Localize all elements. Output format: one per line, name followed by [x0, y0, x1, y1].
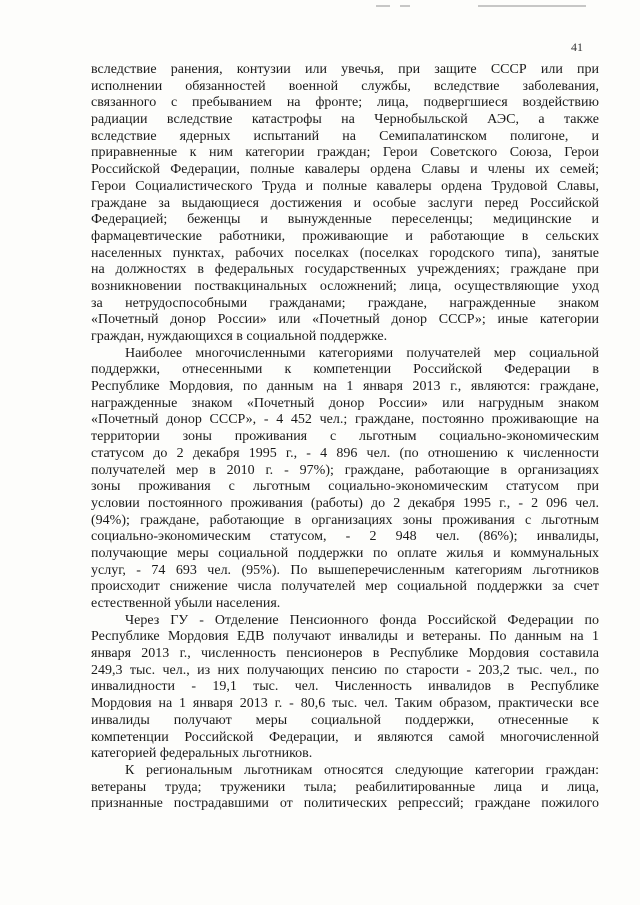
- text-line: получающие меры социальной поддержки по оплате жилья и коммунальных: [91, 545, 599, 561]
- text-line: граждане за выдающиеся достижения и особые заслуги перед Российской: [91, 195, 599, 211]
- text-line: связанного с пребыванием на фронте; лица, подвергшиеся воздействию: [91, 95, 599, 111]
- text-line: награжденные знаком «Почетный донор России» или нагрудным знаком: [91, 395, 599, 411]
- text-line: ветераны труда; труженики тыла; реабилитированные лица и лица,: [91, 779, 599, 795]
- text-line: получателей мер в 2010 г. - 97%); граждане, работающие в организациях: [91, 462, 599, 478]
- text-line: условии постоянного проживания (работы) до 2 декабря 1995 г., - 2 096 чел.: [91, 495, 599, 511]
- text-line: «Почетный донор СССР», - 4 452 чел.; граждане, постоянно проживающие на: [91, 412, 599, 428]
- text-line: Федерацией; беженцы и вынужденные переселенцы; медицинские и: [91, 212, 599, 228]
- text-line: 249,3 тыс. чел., из них получающих пенсию по старости - 203,2 тыс. чел., по: [91, 662, 599, 678]
- text-line: радиации вследствие катастрофы на Чернобыльской АЭС, а также: [91, 112, 599, 128]
- scan-artifact: [376, 5, 390, 7]
- scan-artifact: [478, 5, 586, 7]
- text-line: компетенции Российской Федерации, и являются самой многочисленной: [91, 729, 599, 745]
- text-line: приравненные к ним категории граждан; Герои Советского Союза, Герои: [91, 145, 599, 161]
- text-line: на должностях в федеральных государственных учреждениях; граждане при: [91, 262, 599, 278]
- text-line: зоны проживания с льготным социально-экономическим статусом при: [91, 479, 599, 495]
- text-line: естественной убыли населения.: [91, 596, 281, 611]
- text-line: Российской Федерации, полные кавалеры ордена Славы и члены их семей;: [91, 162, 599, 178]
- text-line: (94%); граждане, работающие в организациях зоны проживания с льготным: [91, 512, 599, 528]
- text-line: Республике Мордовия ЕДВ получают инвалиды и ветераны. По данным на 1: [91, 629, 599, 645]
- text-line: Герои Социалистического Труда и полные кавалеры ордена Трудовой Славы,: [91, 178, 599, 194]
- text-line: инвалиды получают меры социальной поддержки, отнесенные к: [91, 712, 599, 728]
- text-line: поддержки, отнесенными к компетенции Российской Федерации в: [91, 362, 599, 378]
- text-line: фармацевтические работники, проживающие и работающие в сельских: [91, 228, 599, 244]
- text-line: Через ГУ - Отделение Пенсионного фонда Российской Федерации по: [125, 612, 599, 628]
- text-line: граждан, нуждающихся в социальной поддержке.: [91, 329, 388, 344]
- text-line: территории зоны проживания с льготным социально-экономическим: [91, 429, 599, 445]
- text-line: вследствие ранения, контузии или увечья, при защите СССР или при: [91, 62, 599, 77]
- page-number: 41: [571, 40, 583, 54]
- text-line: услуг, - 74 693 чел. (95%). По вышеперечисленным категориям льготников: [91, 562, 599, 578]
- text-line: социально-экономическим статусом, - 2 948 чел. (86%); инвалиды,: [91, 529, 599, 545]
- text-line: вследствие ядерных испытаний на Семипалатинском полигоне, и: [91, 128, 599, 144]
- text-line: «Почетный донор России» или «Почетный донор СССР»; иные категории: [91, 312, 599, 328]
- text-line: статусом до 2 декабря 1995 г., - 4 896 чел. (по отношению к численности: [91, 445, 599, 461]
- text-line: категорией федеральных льготников.: [91, 746, 313, 762]
- text-line: Наиболее многочисленными категориями получателей мер социальной: [125, 345, 599, 361]
- text-line: инвалидности - 19,1 тыс. чел. Численность инвалидов в Республике: [91, 679, 599, 695]
- text-line: происходит снижение числа получателей мер социальной поддержки за счет: [91, 579, 599, 595]
- text-line: населенных пунктах, рабочих поселках (поселках городского типа), занятые: [91, 245, 599, 261]
- text-line: Мордовия на 1 января 2013 г. - 80,6 тыс. чел. Таким образом, практически все: [91, 696, 599, 712]
- scan-artifact: [400, 5, 410, 7]
- body-text: [91, 62, 599, 813]
- text-line: января 2013 г., численность пенсионеров в Республике Мордовия составила: [91, 646, 599, 662]
- text-line: К региональным льготникам относятся следующие категории граждан:: [125, 762, 599, 778]
- text-line: Республике Мордовия, по данным на 1 января 2013 г., являются: граждане,: [91, 379, 599, 395]
- text-line: возникновении поствакцинальных осложнений; лица, осуществляющие уход: [91, 278, 599, 294]
- text-line: признанные пострадавшими от политических репрессий; граждане пожилого: [91, 796, 599, 812]
- text-line: исполнении обязанностей военной службы, вследствие заболевания,: [91, 78, 599, 94]
- text-line: за нетрудоспособными гражданами; граждане, награжденные знаком: [91, 295, 599, 311]
